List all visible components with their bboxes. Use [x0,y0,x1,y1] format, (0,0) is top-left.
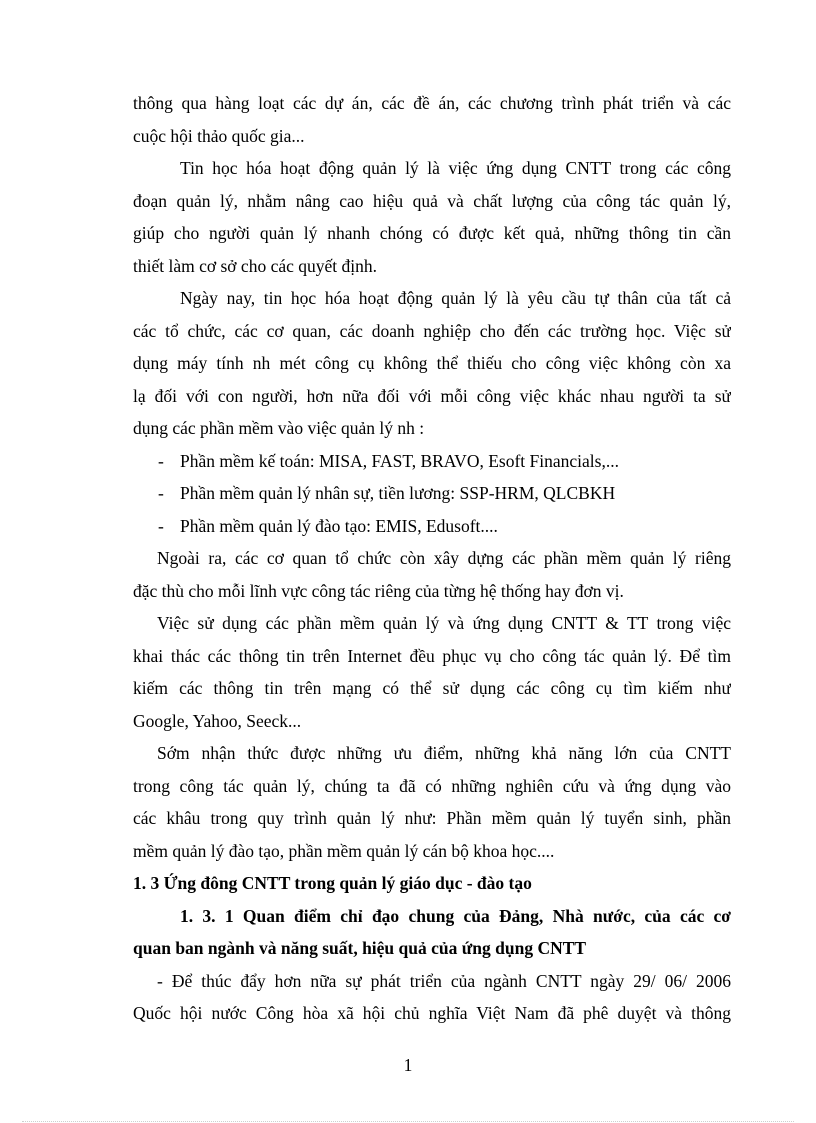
paragraph-start: Ngoài ra, các cơ quan tổ chức còn xây dựng các phần mềm quản lý riêng [157,548,731,568]
text-line: mềm quản lý đào tạo, phần mềm quản lý cán bộ khoa học.... [133,840,555,861]
text-line: Quốc hội nước Công hòa xã hội chủ nghĩa Việt Nam đã phê duyệt và thông [133,1003,731,1023]
text-line: giúp cho người quản lý nhanh chóng có được kết quả, những thông tin cần [133,223,731,243]
text-line: thiết làm cơ sở cho các quyết định. [133,255,377,276]
text-line: các tổ chức, các cơ quan, các doanh nghiệp cho đến các trường học. Việc sử [133,320,731,341]
text-line: lạ đối với con người, hơn nữa đối với mỗi công việc khác nhau người ta sử [133,385,731,406]
bullet-dash: - [158,450,164,471]
paragraph-start: Việc sử dụng các phần mềm quản lý và ứng dụng CNTT & TT trong việc [157,613,731,633]
text-line: kiếm các thông tin trên mạng có thể sử dụng các công cụ tìm kiếm như [133,678,731,698]
bullet-text: Phần mềm kế toán: MISA, FAST, BRAVO, Esoft Financials,... [180,450,619,471]
section-heading: 1. 3 Ứng đông CNTT trong quản lý giáo dục - đào tạo [133,873,532,893]
paragraph-start: - Để thúc đẩy hơn nữa sự phát triển của ngành CNTT ngày 29/ 06/ 2006 [157,970,731,991]
bullet-text: Phần mềm quản lý đào tạo: EMIS, Edusoft.... [180,515,498,536]
bullet-dash: - [158,483,164,503]
paragraph-start: Sớm nhận thức được những ưu điểm, những khả năng lớn của CNTT [157,743,731,763]
text-line: đặc thù cho mỗi lĩnh vực công tác riêng của từng hệ thống hay đơn vị. [133,580,624,601]
paragraph-start: Ngày nay, tin học hóa hoạt động quản lý là yêu cầu tự thân của tất cả [180,288,731,308]
body-text [133,87,731,1030]
text-line: dụng các phần mềm vào việc quản lý nh : [133,418,425,438]
text-line: trong công tác quản lý, chúng ta đã có những nghiên cứu và ứng dụng vào [133,775,731,796]
text-line: các khâu trong quy trình quản lý như: Phần mềm quản lý tuyển sinh, phần [133,808,731,828]
subsection-heading: 1. 3. 1 Quan điểm chỉ đạo chung của Đảng, Nhà nước, của các cơ [180,905,731,926]
text-line: thông qua hàng loạt các dự án, các đề án, các chương trình phát triển và các [133,93,731,113]
text-line: cuộc hội thảo quốc gia... [133,125,305,146]
text-line: khai thác các thông tin trên Internet đều phục vụ cho công tác quản lý. Để tìm [133,645,731,666]
text-line: Google, Yahoo, Seeck... [133,710,302,731]
page-number: 1 [403,1055,413,1075]
page-bottom-divider [22,1121,794,1122]
paragraph-start: Tin học hóa hoạt động quản lý là việc ứng dụng CNTT trong các công [180,158,731,178]
text-line: đoạn quản lý, nhằm nâng cao hiệu quả và chất lượng của công tác quản lý, [133,190,731,211]
bullet-text: Phần mềm quản lý nhân sự, tiền lương: SSP-HRM, QLCBKH [180,483,616,503]
subsection-heading-continued: quan ban ngành và năng suất, hiệu quả của ứng dụng CNTT [133,938,587,958]
bullet-item [133,510,731,543]
bullet-dash: - [158,515,164,536]
bullet-item [133,445,731,478]
text-line: dụng máy tính nh mét công cụ không thể thiếu cho công việc không còn xa [133,353,731,373]
bullet-item [133,477,731,510]
